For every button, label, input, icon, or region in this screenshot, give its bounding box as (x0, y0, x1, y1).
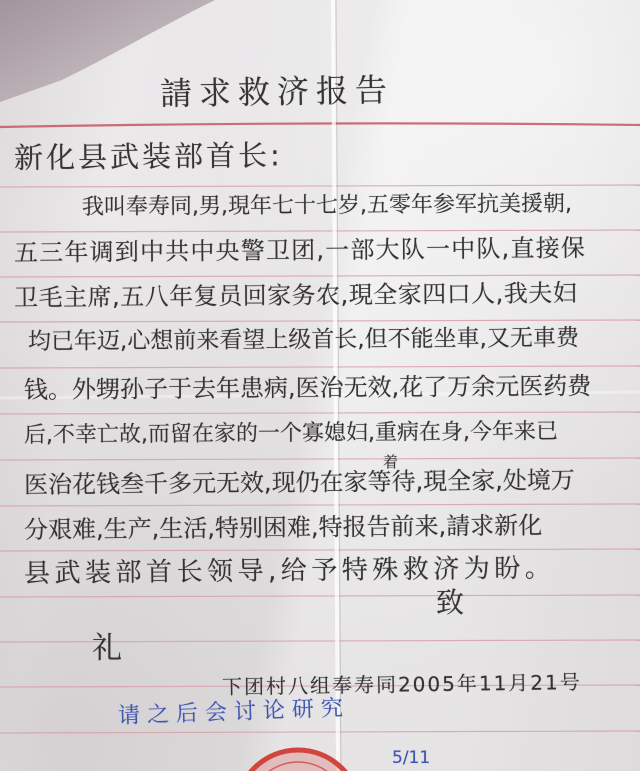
ruled-line (0, 185, 640, 187)
letter-salutation: 新化县武装部首长: (13, 138, 283, 175)
ruled-line (0, 731, 640, 733)
ruled-line (0, 504, 640, 506)
letter-title: 請求救济报告 (159, 70, 395, 113)
ruled-line (0, 458, 640, 460)
body-line: 钱。外甥孙子于去年患病,医治无效,花了万余元医药费 (23, 372, 592, 404)
header-red-rule (0, 123, 640, 127)
signature-line: 下团村八组奉寿同2005年11月21号 (221, 669, 582, 699)
blue-ink-annotation: 请之后会讨论研究 (117, 695, 351, 729)
body-line: 分艰难,生产,生活,特别困难,特报告前来,請求新化 (23, 511, 543, 544)
insertion-mark: 着 (383, 453, 399, 471)
body-line: 后,不幸亡故,而留在家的一个寡媳妇,重病在身,今年来已 (23, 419, 559, 448)
blue-ink-annotation-date: 5/11 (392, 748, 431, 768)
body-line: 均已年迈,心想前来看望上级首长,但不能坐車,又无車费 (27, 325, 580, 355)
ruled-line (0, 549, 640, 551)
body-line: 卫毛主席,五八年复员回家务农,現全家四口人,我夫妇 (13, 279, 578, 312)
closing-zhi: 致 (436, 586, 465, 619)
ruled-line (0, 595, 640, 597)
body-line: 我叫奉寿同,男,現年七十七岁,五零年参军抗美援朝, (81, 191, 573, 220)
body-line: 医治花钱叁千多元无效,现仍在家等待,現全家,处境万 (23, 466, 575, 499)
ruled-line (0, 366, 640, 368)
ruled-line (0, 320, 640, 322)
ruled-line (0, 275, 640, 277)
closing-li: 礼 (92, 631, 122, 666)
ruled-line (0, 412, 640, 414)
body-line: 五三年调到中共中央警卫团,一部大队一中队,直接保 (13, 234, 587, 267)
ruled-line (0, 230, 640, 232)
body-line: 县武装部首长领导,给予特殊救济为盼。 (23, 553, 556, 589)
